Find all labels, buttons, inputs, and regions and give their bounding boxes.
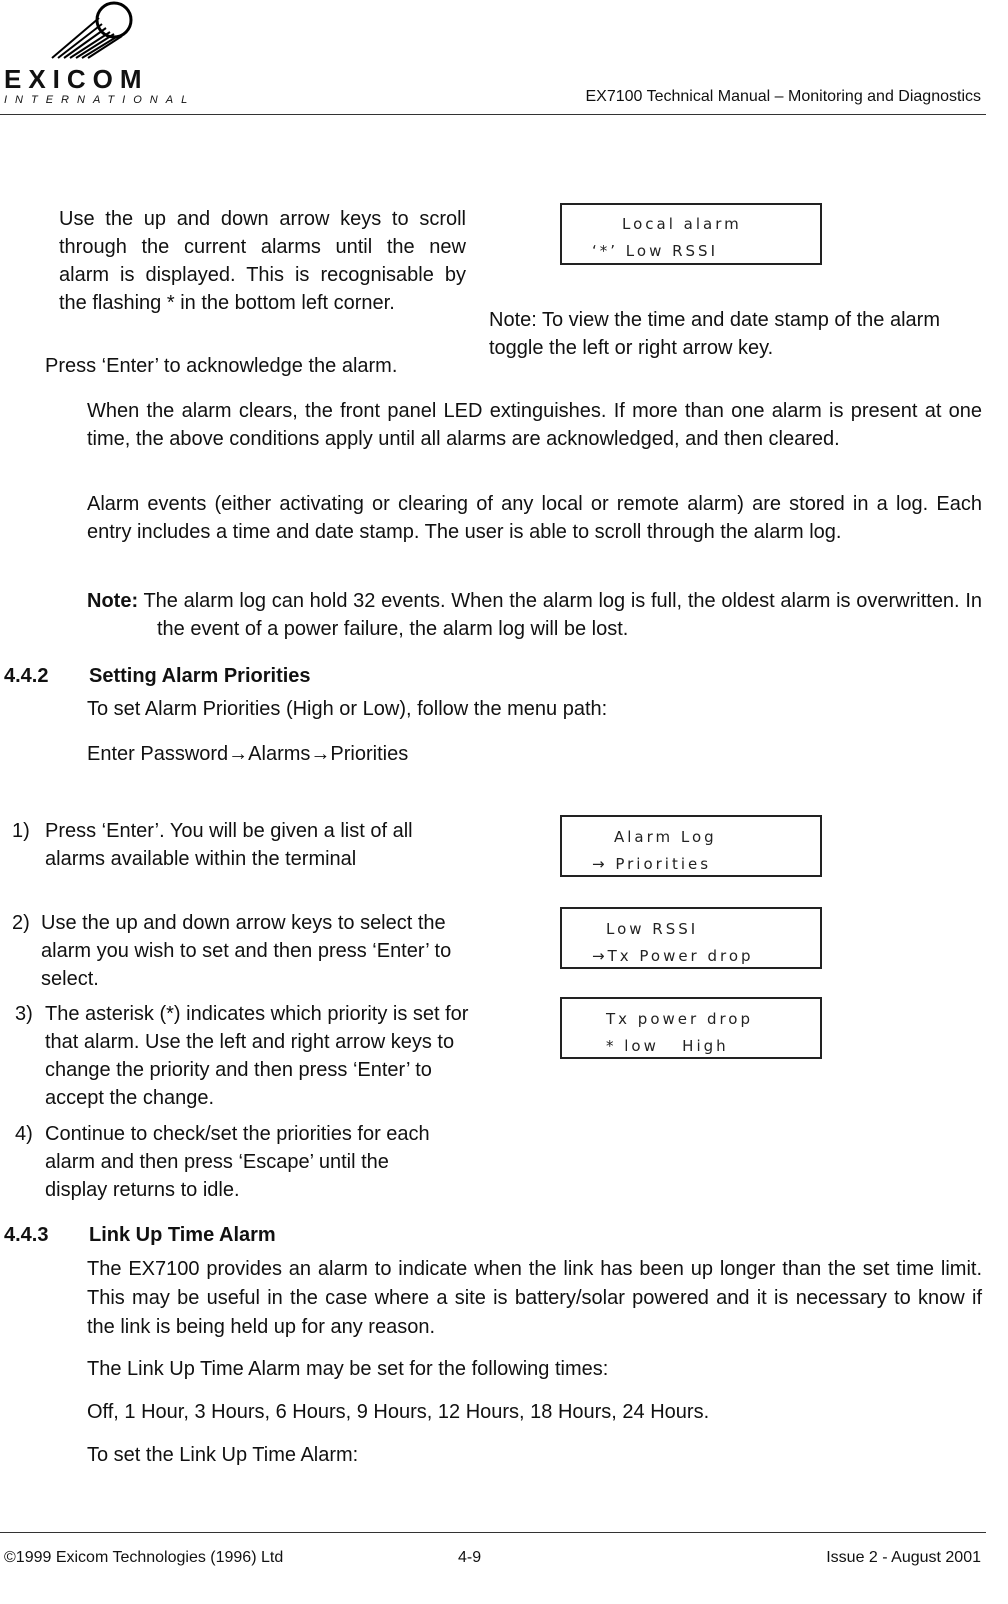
footer-issue: Issue 2 - August 2001 xyxy=(826,1549,981,1566)
note-label: Note: xyxy=(87,590,139,612)
lcd-line-1: Low RSSI xyxy=(606,920,699,938)
lcd-display-tx-power-drop xyxy=(560,997,822,1059)
footer-rule xyxy=(0,1532,986,1533)
link-up-times-intro: The Link Up Time Alarm may be set for the following times: xyxy=(87,1358,609,1380)
time-stamp-note: Note: To view the time and date stamp of the alarm toggle the left or right arrow key. xyxy=(489,309,940,359)
step-text: Use the up and down arrow keys to select the alarm you wish to set and then press ‘Enter’ to select. xyxy=(41,912,452,990)
menu-path: Enter Password→Alarms→Priorities xyxy=(87,743,409,765)
lcd-display-alarm-log xyxy=(560,815,822,877)
step-2 xyxy=(12,909,462,993)
link-up-set-text: To set the Link Up Time Alarm: xyxy=(87,1444,359,1466)
intro-enter-text: Press ‘Enter’ to acknowledge the alarm. xyxy=(45,355,398,377)
step-number: 2) xyxy=(12,912,30,934)
alarm-clear-paragraph: When the alarm clears, the front panel LED extinguishes. If more than one alarm is present at one time, the above conditions apply until all alarms are acknowledged, and then cleared. xyxy=(87,400,982,450)
lcd-line-1: Local alarm xyxy=(622,215,742,233)
logo-text: EXICOM xyxy=(4,64,149,94)
priorities-intro: To set Alarm Priorities (High or Low), follow the menu path: xyxy=(87,698,608,720)
lcd-line-2: →Tx Power drop xyxy=(592,947,754,965)
alarm-log-note xyxy=(87,587,982,643)
header-rule xyxy=(0,114,986,115)
step-1 xyxy=(12,817,462,873)
step-text: The asterisk (*) indicates which priority is set for that alarm. Use the left and right arrow keys to change the priority and then press ‘Enter’ to accept the change. xyxy=(45,1003,469,1109)
section-4-4-2-number: 4.4.2 xyxy=(4,665,49,687)
step-text: Press ‘Enter’. You will be given a list of all alarms available within the terminal xyxy=(45,820,413,870)
section-4-4-3-title: Link Up Time Alarm xyxy=(89,1224,276,1246)
lcd-display-local-alarm xyxy=(560,203,822,265)
footer-page-number: 4-9 xyxy=(458,1549,482,1566)
step-4 xyxy=(15,1120,455,1204)
lcd-line-2: * low High xyxy=(606,1037,729,1055)
step-number: 3) xyxy=(15,1003,33,1025)
lcd-line-2: → Priorities xyxy=(592,855,712,873)
header-title: EX7100 Technical Manual – Monitoring and Diagnostics xyxy=(585,88,981,105)
note-text: The alarm log can hold 32 events. When the alarm log is full, the oldest alarm is overwritten. In the event of a power failure, the alarm log will be lost. xyxy=(138,590,982,640)
section-4-4-3-number: 4.4.3 xyxy=(4,1224,49,1246)
step-number: 4) xyxy=(15,1123,33,1145)
lcd-line-1: Tx power drop xyxy=(606,1010,753,1028)
alarm-log-paragraph: Alarm events (either activating or clearing of any local or remote alarm) are stored in a log. Each entry includes a time and date stamp. The user is able to scroll through the alarm log. xyxy=(87,493,982,543)
logo-subtext: INTERNATIONAL xyxy=(4,94,196,106)
link-up-paragraph: The EX7100 provides an alarm to indicate when the link has been up longer than the set time limit. This may be useful in the case where a site is battery/solar powered and it is necessary to know if the link is being held up for any reason. xyxy=(87,1258,982,1338)
exicom-logo xyxy=(4,0,196,106)
step-number: 1) xyxy=(12,820,30,842)
step-3 xyxy=(15,1000,470,1112)
link-up-times-list: Off, 1 Hour, 3 Hours, 6 Hours, 9 Hours, 12 Hours, 18 Hours, 24 Hours. xyxy=(87,1401,710,1423)
footer-copyright: ©1999 Exicom Technologies (1996) Ltd xyxy=(4,1549,284,1566)
lcd-line-2: ‘*’ Low RSSI xyxy=(592,242,718,260)
section-4-4-2-title: Setting Alarm Priorities xyxy=(89,665,311,687)
intro-paragraph: Use the up and down arrow keys to scroll through the current alarms until the new alarm is displayed. This is recognisable by the flashing * in the bottom left corner. xyxy=(59,208,466,314)
step-text: Continue to check/set the priorities for each alarm and then press ‘Escape’ until the display returns to idle. xyxy=(45,1123,430,1201)
lcd-display-low-rssi xyxy=(560,907,822,969)
logo-emblem-icon xyxy=(4,0,169,60)
lcd-line-1: Alarm Log xyxy=(614,828,717,846)
